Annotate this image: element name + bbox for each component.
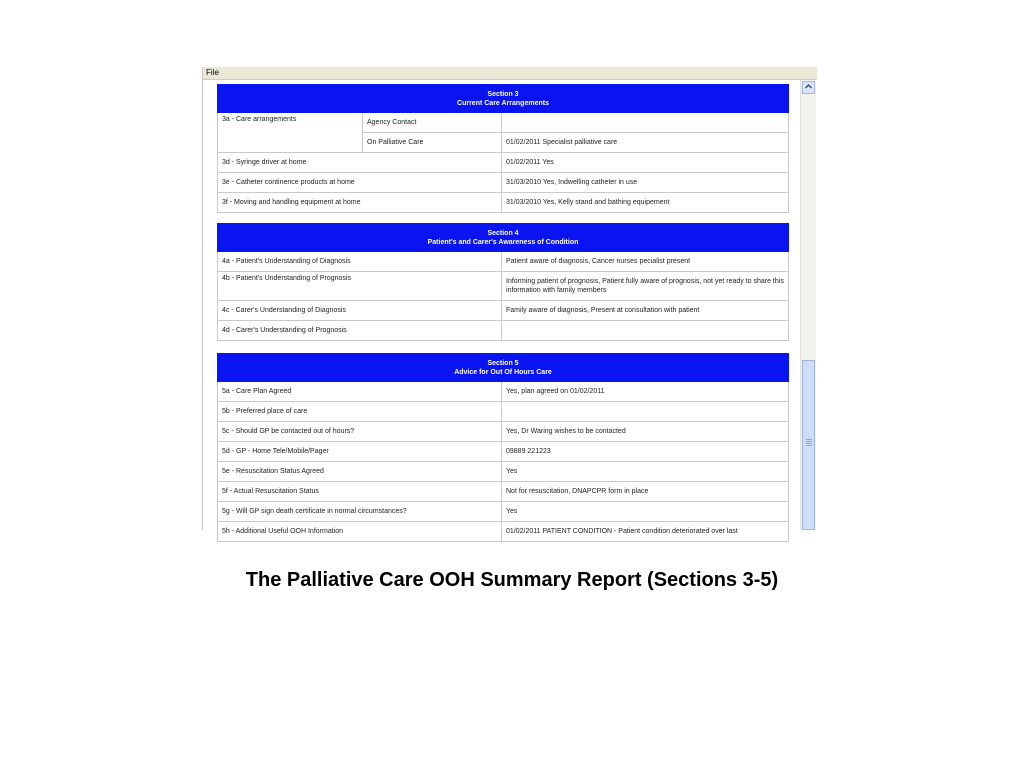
grip-line: [806, 439, 812, 440]
table-row: [218, 193, 789, 213]
row-label: 5g - Will GP sign death certificate in normal circumstances?: [218, 502, 502, 522]
section-subtitle: Patient's and Carer's Awareness of Condition: [427, 238, 579, 246]
row-label: 5e - Resuscitation Status Agreed: [218, 462, 502, 482]
row-value: 31/03/2010 Yes, Kelly stand and bathing equipement: [502, 193, 789, 213]
row-value: Family aware of diagnosis, Present at consultation with patient: [502, 301, 789, 321]
section-subtitle: Current Care Arrangements: [457, 99, 549, 107]
table-row: [218, 422, 789, 442]
row-label: 5h - Additional Useful OOH Information: [218, 522, 502, 542]
section-title: Section 3: [487, 90, 519, 98]
row-value: Yes: [502, 502, 789, 522]
row-value: Yes, plan agreed on 01/02/2011: [502, 382, 789, 402]
row-value: [502, 321, 789, 341]
row-value: [502, 113, 789, 133]
row-label: 3a - Care arrangements: [218, 113, 363, 153]
table-row: [218, 442, 789, 462]
section-4-table: [217, 223, 789, 341]
row-label: 5d - GP - Home Tele/Mobile/Pager: [218, 442, 502, 462]
table-row: [218, 301, 789, 321]
table-row: [218, 502, 789, 522]
table-row: [218, 252, 789, 272]
row-label: 5a - Care Plan Agreed: [218, 382, 502, 402]
row-label: 3e - Catheter continence products at home: [218, 173, 502, 193]
section-title: Section 5: [487, 359, 519, 367]
section-subtitle: Advice for Out Of Hours Care: [454, 368, 552, 376]
section-header: [218, 85, 789, 113]
row-sublabel: Agency Contact: [363, 113, 502, 133]
row-value: 01/02/2011 PATIENT CONDITION - Patient condition deteriorated over last: [502, 522, 789, 542]
row-label: 3f - Moving and handling equipment at home: [218, 193, 502, 213]
row-value: Patient aware of diagnosis, Cancer nurses pecialist present: [502, 252, 789, 272]
vertical-scrollbar[interactable]: [800, 80, 816, 530]
table-row: [218, 462, 789, 482]
table-row: [218, 402, 789, 422]
table-row: [218, 272, 789, 301]
row-label: 4b - Patient's Understanding of Prognosis: [218, 272, 502, 301]
row-value: 31/03/2010 Yes, Indwelling catheter in use: [502, 173, 789, 193]
row-value: Not for resuscitation, DNAPCPR form in place: [502, 482, 789, 502]
row-sublabel: On Palliative Care: [363, 133, 502, 153]
slide-caption: The Palliative Care OOH Summary Report (Sections 3-5): [245, 569, 779, 591]
row-label: 5c - Should GP be contacted out of hours?: [218, 422, 502, 442]
section-header: [218, 224, 789, 252]
row-value: [502, 402, 789, 422]
table-row: [218, 153, 789, 173]
scroll-up-button[interactable]: [802, 81, 815, 94]
grip-line: [806, 443, 812, 444]
table-row: [218, 382, 789, 402]
row-label: 3d - Syringe driver at home: [218, 153, 502, 173]
row-label: 4c - Carer's Understanding of Diagnosis: [218, 301, 502, 321]
row-value: 01/02/2011 Yes: [502, 153, 789, 173]
section-5-table: [217, 353, 789, 542]
section-title: Section 4: [487, 229, 519, 237]
row-label: 5f - Actual Resuscitation Status: [218, 482, 502, 502]
row-value: Yes: [502, 462, 789, 482]
table-row: [218, 321, 789, 341]
grip-line: [806, 441, 812, 442]
section-3-table: [217, 84, 789, 213]
row-label: 5b - Preferred place of care: [218, 402, 502, 422]
menu-bar: [203, 67, 817, 80]
report-viewport: [203, 80, 800, 535]
table-row: [218, 522, 789, 542]
menu-file[interactable]: File: [206, 68, 219, 77]
table-row: [218, 113, 789, 133]
row-value: Yes, Dr Waring wishes to be contacted: [502, 422, 789, 442]
grip-line: [806, 445, 812, 446]
row-value: Informing patient of prognosis, Patient fully aware of prognosis, not yet ready to share this information with family members: [502, 272, 789, 301]
table-row: [218, 173, 789, 193]
scroll-thumb[interactable]: [802, 360, 815, 530]
row-label: 4d - Carer's Understanding of Prognosis: [218, 321, 502, 341]
report-window: [202, 67, 817, 535]
row-value: 01/02/2011 Specialist palliative care: [502, 133, 789, 153]
row-value: 09889 221223: [502, 442, 789, 462]
table-row: [218, 482, 789, 502]
row-label: 4a - Patient's Understanding of Diagnosis: [218, 252, 502, 272]
chevron-up-icon: [804, 82, 813, 91]
section-header: [218, 354, 789, 382]
